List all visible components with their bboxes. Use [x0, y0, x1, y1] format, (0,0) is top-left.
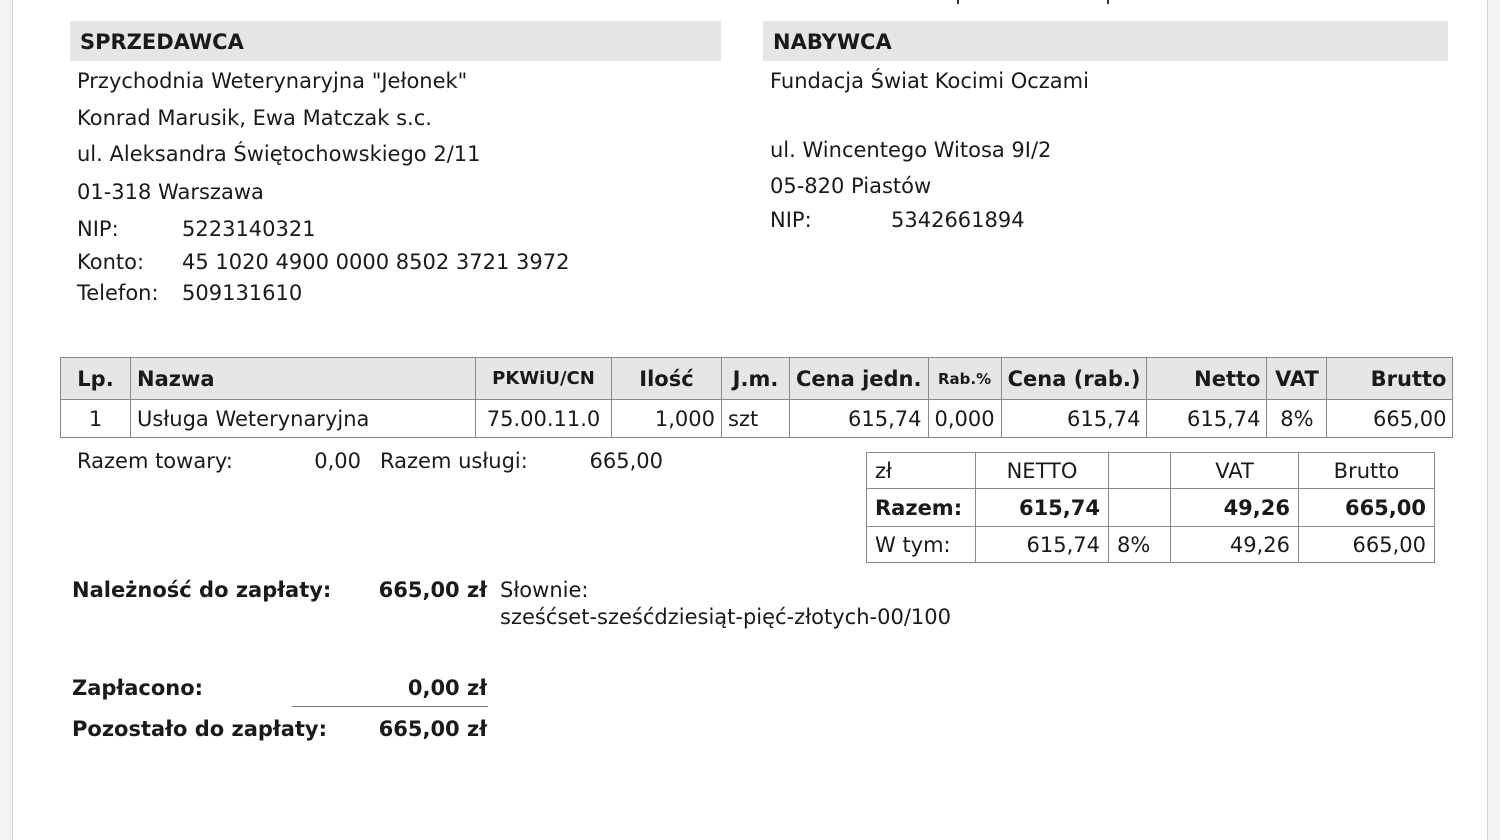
- remaining-value: 665,00 zł: [378, 717, 487, 741]
- due-label: Należność do zapłaty:: [72, 578, 332, 602]
- buyer-header: NABYWCA: [763, 21, 1448, 61]
- buyer-city: 05-820 Piastów: [770, 174, 932, 198]
- sum-col-brutto: Brutto: [1299, 453, 1435, 489]
- col-nazwa: Nazwa: [131, 358, 476, 400]
- seller-konto-label: Konto:: [77, 250, 145, 274]
- sum-col-rate: [1109, 453, 1171, 489]
- summary-table: [866, 452, 1435, 563]
- words-label: Słownie:: [500, 578, 589, 602]
- sum-wtym-rate: 8%: [1109, 527, 1171, 563]
- razem-uslugi-value: 665,00: [589, 449, 663, 473]
- seller-nip: 5223140321: [182, 217, 316, 241]
- cell-pkwiu: 75.00.11.0: [476, 400, 612, 438]
- seller-header: SPRZEDAWCA: [70, 21, 721, 61]
- cell-cena-rab: 615,74: [1001, 400, 1147, 438]
- cell-cena-jedn: 615,74: [790, 400, 929, 438]
- col-lp: Lp.: [61, 358, 131, 400]
- summary-razem-row: [867, 489, 1435, 527]
- col-brutto: Brutto: [1327, 358, 1453, 400]
- seller-name1: Przychodnia Weterynaryjna "Jełonek": [77, 69, 468, 93]
- buyer-nip: 5342661894: [891, 208, 1025, 232]
- cell-jm: szt: [722, 400, 790, 438]
- cell-netto: 615,74: [1147, 400, 1267, 438]
- buyer-street: ul. Wincentego Witosa 9I/2: [770, 138, 1052, 162]
- summary-wtym-row: [867, 527, 1435, 563]
- seller-telefon: 509131610: [182, 281, 303, 305]
- sum-razem-vat: 49,26: [1171, 489, 1299, 527]
- cell-nazwa: Usługa Weterynaryjna: [131, 400, 476, 438]
- col-cena-rab: Cena (rab.): [1001, 358, 1147, 400]
- seller-name2: Konrad Marusik, Ewa Matczak s.c.: [77, 106, 432, 130]
- col-netto: Netto: [1147, 358, 1267, 400]
- razem-towary-value: 0,00: [314, 449, 361, 473]
- cell-vat: 8%: [1267, 400, 1327, 438]
- paid-value: 0,00 zł: [407, 676, 487, 700]
- buyer-name: Fundacja Świat Kocimi Oczami: [770, 69, 1089, 93]
- summary-header-row: [867, 453, 1435, 489]
- razem-towary-label: Razem towary:: [77, 449, 233, 473]
- remaining-label: Pozostało do zapłaty:: [72, 717, 327, 741]
- razem-uslugi-label: Razem usługi:: [380, 449, 528, 473]
- col-vat: VAT: [1267, 358, 1327, 400]
- col-jm: J.m.: [722, 358, 790, 400]
- sum-col-netto: NETTO: [976, 453, 1109, 489]
- invoice-page: [12, 0, 1488, 840]
- seller-street: ul. Aleksandra Świętochowskiego 2/11: [77, 142, 481, 166]
- cropped-top-text-fragment: [937, 0, 1117, 6]
- cell-rabat: 0,000: [928, 400, 1001, 438]
- sum-wtym-brutto: 665,00: [1299, 527, 1435, 563]
- seller-nip-label: NIP:: [77, 217, 119, 241]
- sum-razem-rate: [1109, 489, 1171, 527]
- cell-brutto: 665,00: [1327, 400, 1453, 438]
- buyer-nip-label: NIP:: [770, 208, 812, 232]
- sum-wtym-netto: 615,74: [976, 527, 1109, 563]
- col-ilosc: Ilość: [612, 358, 722, 400]
- cell-lp: 1: [61, 400, 131, 438]
- sum-col-zl: zł: [867, 453, 976, 489]
- sum-razem-brutto: 665,00: [1299, 489, 1435, 527]
- paid-label: Zapłacono:: [72, 676, 204, 700]
- items-table-header: [61, 358, 1453, 400]
- words-value: sześćset-sześćdziesiąt-pięć-złotych-00/100: [500, 605, 951, 629]
- paid-underline: [292, 706, 488, 707]
- seller-konto: 45 1020 4900 0000 8502 3721 3972: [182, 250, 570, 274]
- sum-wtym-vat: 49,26: [1171, 527, 1299, 563]
- col-rabat: Rab.%: [928, 358, 1001, 400]
- sum-razem-netto: 615,74: [976, 489, 1109, 527]
- sum-razem-label: Razem:: [867, 489, 976, 527]
- cell-ilosc: 1,000: [612, 400, 722, 438]
- sum-wtym-label: W tym:: [867, 527, 976, 563]
- col-cena-jedn: Cena jedn.: [790, 358, 929, 400]
- seller-city: 01-318 Warszawa: [77, 180, 264, 204]
- table-row: [61, 400, 1453, 438]
- seller-telefon-label: Telefon:: [77, 281, 159, 305]
- sum-col-vat: VAT: [1171, 453, 1299, 489]
- col-pkwiu: PKWiU/CN: [476, 358, 612, 400]
- due-value: 665,00 zł: [378, 578, 487, 602]
- items-table: [60, 357, 1453, 438]
